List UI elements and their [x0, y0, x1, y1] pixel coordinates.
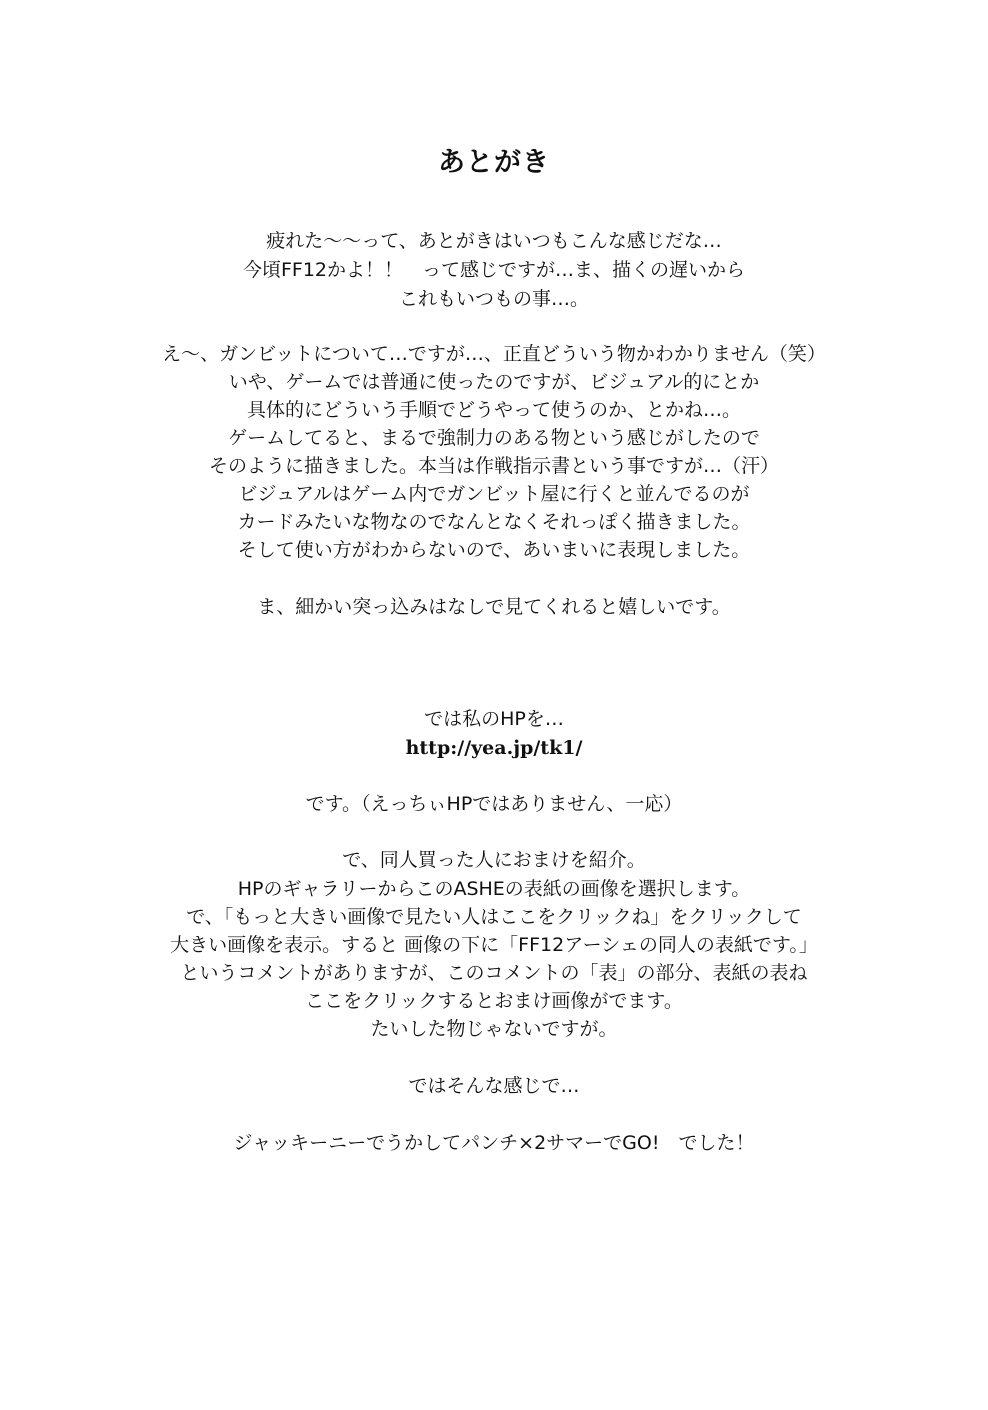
bonus-line-1: で、同人買った人におまけを紹介。: [342, 849, 646, 871]
bonus-line-3: で、「もっと大きい画像で見たい人はここをクリックね」をクリックして: [186, 906, 802, 928]
intro-line-1: 疲れた～～って、あとがきはいつもこんな感じだな…: [266, 230, 722, 252]
request-line: ま、細かい突っ込みはなしで見てくれると嬉しいです。: [257, 596, 731, 618]
bonus-line-4: 大きい画像を表示。すると 画像の下に「FF12アーシェの同人の表紙です。」: [170, 934, 818, 956]
closing-line: ではそんな感じで…: [408, 1075, 580, 1097]
gambit-line-6: ビジュアルはゲーム内でガンビット屋に行くと並んでるのが: [238, 483, 750, 505]
intro-line-3: これもいつもの事…。: [398, 288, 589, 310]
bonus-line-6: ここをクリックするとおまけ画像がでます。: [305, 990, 683, 1012]
homepage-note: です。（えっちぃHPではありません、一応）: [305, 793, 683, 815]
gambit-line-4: ゲームしてると、まるで強制力のある物という感じがしたので: [228, 427, 760, 449]
bonus-line-7: たいした物じゃないですが。: [370, 1018, 618, 1040]
gambit-line-2: いや、ゲームでは普通に使ったのですが、ビジュアル的にとか: [228, 371, 760, 393]
intro-line-2: 今頃FF12かよ！！ って感じですが…ま、描くの遅いから: [242, 259, 746, 281]
signoff-line: ジャッキーニーでうかしてパンチ×2サマーでGO! でした！: [233, 1132, 755, 1154]
homepage-intro: では私のHPを…: [424, 708, 564, 730]
bonus-line-2: HPのギャラリーからこのASHEの表紙の画像を選択します。: [237, 878, 751, 900]
gambit-line-1: え～、ガンビットについて…ですが…、正直どういう物かわかりません（笑）: [162, 343, 826, 365]
gambit-line-5: そのように描きました。本当は作戦指示書という事ですが…（汗）: [208, 455, 779, 477]
bonus-line-5: というコメントがありますが、このコメントの「表」の部分、表紙の表ね: [180, 962, 808, 984]
gambit-line-7: カードみたいな物なのでなんとなくそれっぽく描きました。: [237, 511, 751, 533]
homepage-url-link[interactable]: http://yea.jp/tk1/: [405, 737, 583, 759]
gambit-line-8: そして使い方がわからないので、あいまいに表現しました。: [237, 539, 751, 561]
page-title: あとがき: [438, 147, 550, 178]
gambit-line-3: 具体的にどういう手順でどうやって使うのか、とかね…。: [246, 399, 741, 421]
